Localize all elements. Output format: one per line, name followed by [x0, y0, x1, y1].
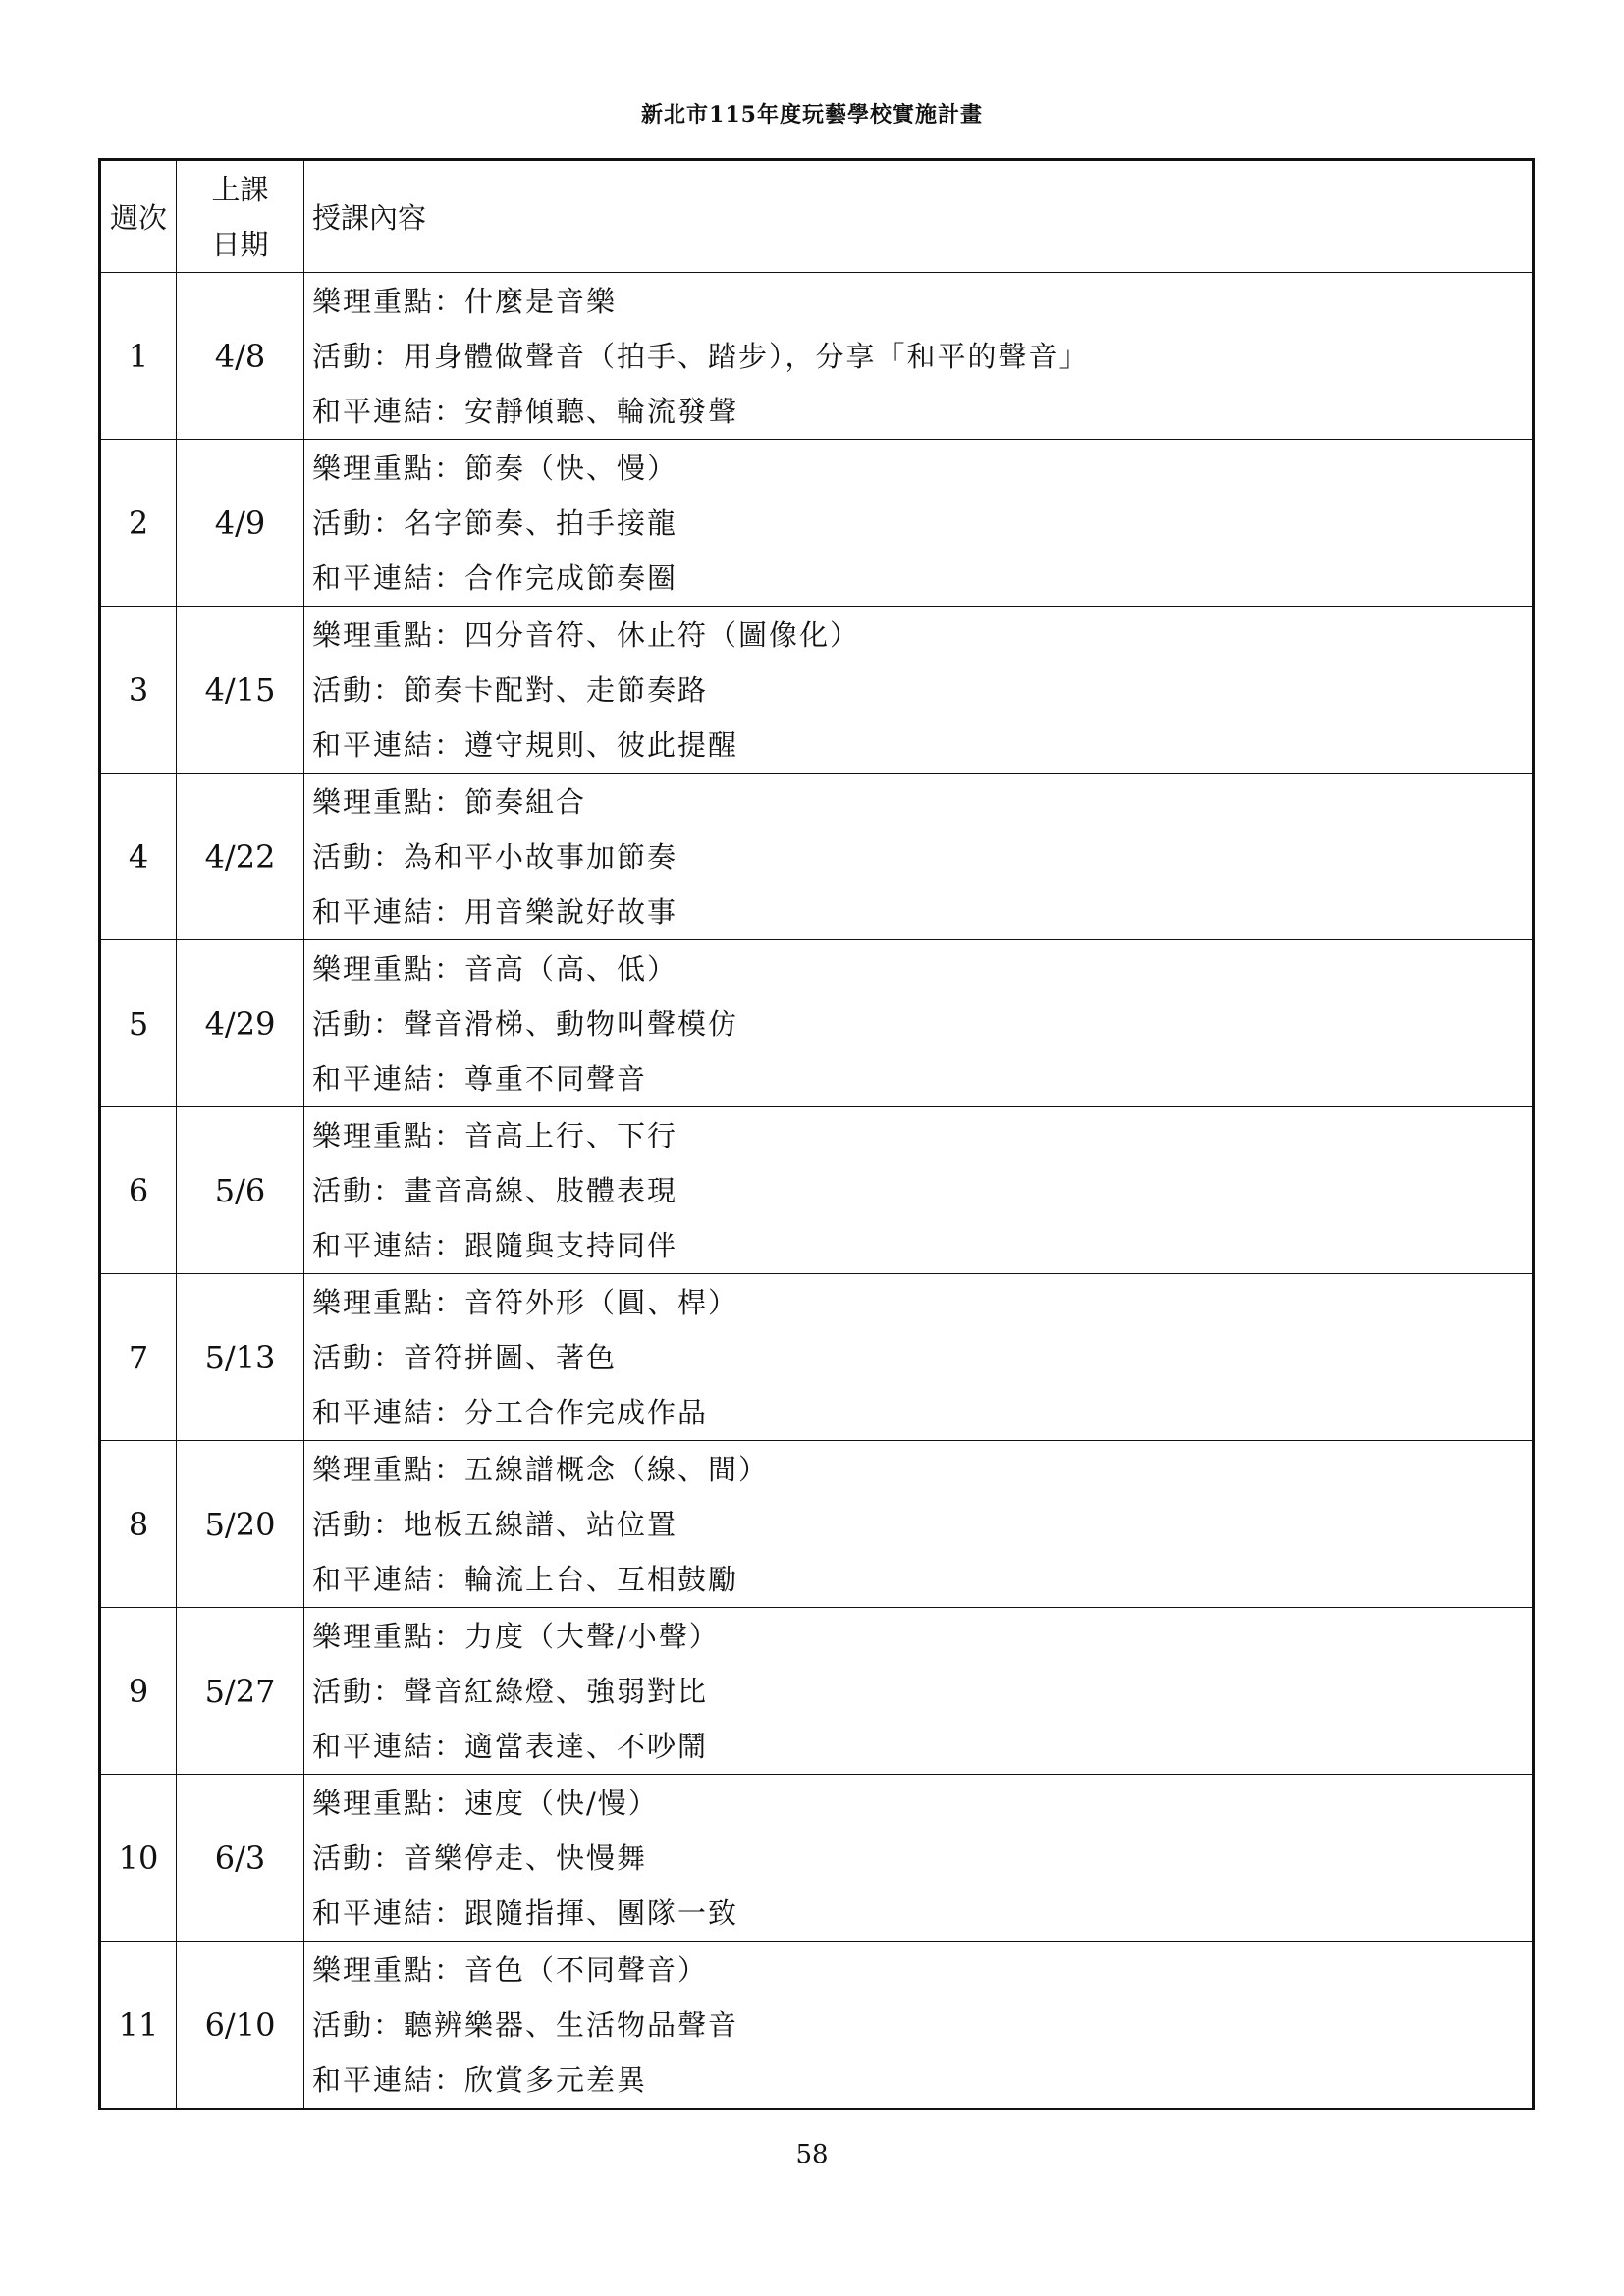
week-number: 10 — [100, 1775, 177, 1942]
activity-description: 活動：為和平小故事加節奏 — [312, 839, 678, 874]
class-date: 4/8 — [177, 273, 304, 440]
peace-connection: 和平連結：遵守規則、彼此提醒 — [312, 727, 739, 762]
activity-description: 活動：聽辨樂器、生活物品聲音 — [312, 2007, 739, 2042]
page-number: 58 — [795, 2140, 829, 2169]
peace-connection: 和平連結：安靜傾聽、輪流發聲 — [312, 394, 739, 428]
header-content: 授課內容 — [304, 160, 1534, 273]
activity-description: 活動：用身體做聲音（拍手、踏步），分享「和平的聲音」 — [312, 339, 1090, 373]
music-theory-focus: 樂理重點：五線譜概念（線、間） — [312, 1452, 770, 1486]
course-schedule-table — [98, 158, 1535, 2110]
peace-connection: 和平連結：合作完成節奏圈 — [312, 561, 678, 595]
class-date: 6/10 — [177, 1942, 304, 2109]
music-theory-focus: 樂理重點：節奏（快、慢） — [312, 451, 678, 485]
week-number: 1 — [100, 273, 177, 440]
class-date: 5/6 — [177, 1107, 304, 1274]
lesson-content — [304, 440, 1534, 607]
class-date: 5/13 — [177, 1274, 304, 1441]
peace-connection: 和平連結：跟隨與支持同伴 — [312, 1228, 678, 1262]
activity-description: 活動：名字節奏、拍手接龍 — [312, 506, 678, 540]
table-row — [100, 1107, 1534, 1274]
activity-description: 活動：畫音高線、肢體表現 — [312, 1173, 678, 1207]
peace-connection: 和平連結：適當表達、不吵鬧 — [312, 1729, 709, 1763]
music-theory-focus: 樂理重點：音符外形（圓、桿） — [312, 1285, 739, 1319]
music-theory-focus: 樂理重點：力度（大聲/小聲） — [312, 1619, 720, 1653]
header-date — [177, 160, 304, 273]
header-date-line2: 日期 — [211, 227, 269, 261]
table-row — [100, 1274, 1534, 1441]
document-title: 新北市115年度玩藝學校實施計畫 — [641, 102, 983, 128]
table-row — [100, 273, 1534, 440]
table-row — [100, 1608, 1534, 1775]
lesson-content — [304, 1107, 1534, 1274]
week-number: 3 — [100, 607, 177, 774]
activity-description: 活動：地板五線譜、站位置 — [312, 1507, 678, 1541]
lesson-content — [304, 1441, 1534, 1608]
week-number: 7 — [100, 1274, 177, 1441]
week-number: 8 — [100, 1441, 177, 1608]
lesson-content — [304, 940, 1534, 1107]
header-date-line1: 上課 — [211, 172, 269, 206]
table-row — [100, 1942, 1534, 2109]
lesson-content — [304, 1775, 1534, 1942]
music-theory-focus: 樂理重點：節奏組合 — [312, 784, 587, 819]
music-theory-focus: 樂理重點：音高（高、低） — [312, 951, 678, 986]
table-body — [100, 273, 1534, 2109]
activity-description: 活動：音樂停走、快慢舞 — [312, 1841, 648, 1875]
peace-connection: 和平連結：分工合作完成作品 — [312, 1395, 709, 1429]
class-date: 4/9 — [177, 440, 304, 607]
music-theory-focus: 樂理重點：什麼是音樂 — [312, 284, 618, 318]
week-number: 5 — [100, 940, 177, 1107]
peace-connection: 和平連結：欣賞多元差異 — [312, 2062, 648, 2097]
activity-description: 活動：節奏卡配對、走節奏路 — [312, 672, 709, 707]
class-date: 4/15 — [177, 607, 304, 774]
lesson-content — [304, 1942, 1534, 2109]
lesson-content — [304, 273, 1534, 440]
table-header-row — [100, 160, 1534, 273]
table-row — [100, 607, 1534, 774]
lesson-content — [304, 1274, 1534, 1441]
week-number: 4 — [100, 774, 177, 940]
activity-description: 活動：音符拼圖、著色 — [312, 1340, 618, 1374]
class-date: 5/27 — [177, 1608, 304, 1775]
peace-connection: 和平連結：輪流上台、互相鼓勵 — [312, 1562, 739, 1596]
activity-description: 活動：聲音滑梯、動物叫聲模仿 — [312, 1006, 739, 1041]
peace-connection: 和平連結：用音樂說好故事 — [312, 894, 678, 929]
activity-description: 活動：聲音紅綠燈、強弱對比 — [312, 1674, 709, 1708]
class-date: 4/22 — [177, 774, 304, 940]
class-date: 4/29 — [177, 940, 304, 1107]
week-number: 6 — [100, 1107, 177, 1274]
table-row — [100, 440, 1534, 607]
lesson-content — [304, 607, 1534, 774]
music-theory-focus: 樂理重點：音高上行、下行 — [312, 1118, 678, 1152]
peace-connection: 和平連結：跟隨指揮、團隊一致 — [312, 1896, 739, 1930]
week-number: 11 — [100, 1942, 177, 2109]
table-row — [100, 1441, 1534, 1608]
class-date: 5/20 — [177, 1441, 304, 1608]
music-theory-focus: 樂理重點：速度（快/慢） — [312, 1786, 659, 1820]
header-week: 週次 — [100, 160, 177, 273]
peace-connection: 和平連結：尊重不同聲音 — [312, 1061, 648, 1095]
table-row — [100, 940, 1534, 1107]
lesson-content — [304, 1608, 1534, 1775]
week-number: 9 — [100, 1608, 177, 1775]
class-date: 6/3 — [177, 1775, 304, 1942]
table-row — [100, 774, 1534, 940]
table-row — [100, 1775, 1534, 1942]
music-theory-focus: 樂理重點：四分音符、休止符（圖像化） — [312, 617, 861, 652]
music-theory-focus: 樂理重點：音色（不同聲音） — [312, 1952, 709, 1987]
lesson-content — [304, 774, 1534, 940]
week-number: 2 — [100, 440, 177, 607]
